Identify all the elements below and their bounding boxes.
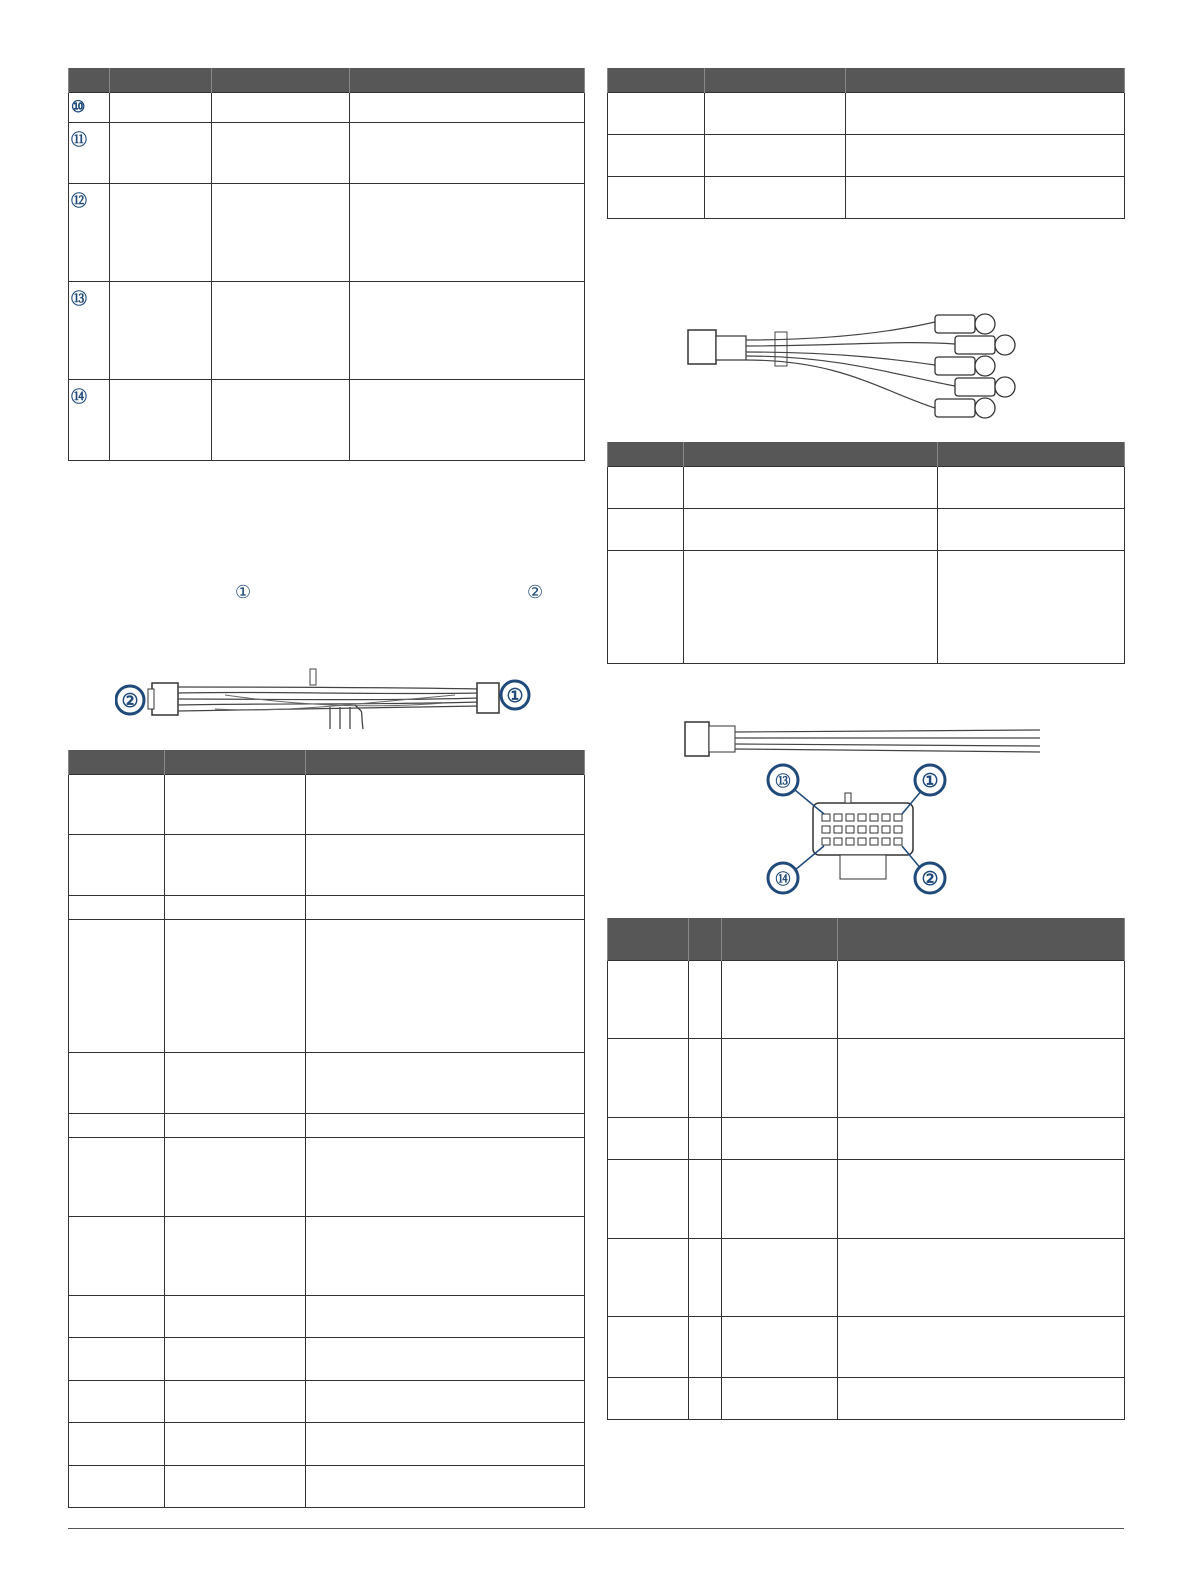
table-row — [608, 135, 1125, 177]
pin-label-14: ⑭ — [775, 871, 791, 888]
table-row — [608, 961, 1125, 1039]
table-row — [608, 1317, 1125, 1378]
table-row — [69, 93, 585, 123]
right-middle-table — [607, 442, 1125, 664]
table-row — [69, 380, 585, 461]
table-row — [69, 1338, 585, 1381]
table-header-row — [69, 68, 585, 93]
callout-12: ⑫ — [71, 193, 88, 210]
callout-10: ⑩ — [71, 99, 86, 116]
right-bottom-table — [607, 918, 1125, 1420]
pin-label-2: ② — [921, 869, 939, 890]
table-row — [69, 920, 585, 1053]
right-top-table — [607, 68, 1125, 219]
table-row — [608, 467, 1125, 509]
pin-label-13: ⑬ — [775, 773, 791, 790]
harness-label-2: ② — [121, 691, 139, 712]
inline-callout-1: ① — [235, 582, 252, 602]
left-top-table — [68, 68, 585, 461]
table-row — [69, 1217, 585, 1296]
table-row — [608, 1378, 1125, 1420]
pin-label-1: ① — [921, 771, 939, 792]
table-row — [608, 551, 1125, 664]
table-row — [608, 1118, 1125, 1160]
table-row — [69, 1114, 585, 1138]
table-row — [69, 835, 585, 896]
table-row — [608, 93, 1125, 135]
table-header-row — [608, 442, 1125, 467]
table-row — [608, 177, 1125, 219]
table-row — [69, 184, 585, 282]
wiring-harness-figure — [115, 665, 540, 745]
table-row — [69, 282, 585, 380]
table-row — [69, 896, 585, 920]
connector-pinout-figure — [680, 718, 1050, 903]
callout-13: ⑬ — [71, 291, 88, 308]
callout-14: ⑭ — [71, 389, 88, 406]
table-row — [69, 1296, 585, 1338]
table-row — [69, 1466, 585, 1508]
table-row — [69, 1053, 585, 1114]
table-header-row — [69, 750, 585, 775]
callout-11: ⑪ — [71, 132, 88, 149]
table-row — [69, 775, 585, 835]
table-header-row — [608, 918, 1125, 961]
rca-cable-figure — [680, 310, 1050, 430]
table-row — [69, 123, 585, 184]
table-row — [69, 1423, 585, 1466]
harness-label-1: ① — [506, 686, 524, 707]
table-row — [608, 1239, 1125, 1317]
table-row — [608, 1039, 1125, 1118]
table-header-row — [608, 68, 1125, 93]
table-row — [69, 1381, 585, 1423]
inline-callout-2: ② — [527, 582, 544, 602]
table-row — [69, 1138, 585, 1217]
left-bottom-table — [68, 750, 585, 1508]
table-row — [608, 1160, 1125, 1239]
table-row — [608, 509, 1125, 551]
footer-divider — [68, 1528, 1124, 1529]
